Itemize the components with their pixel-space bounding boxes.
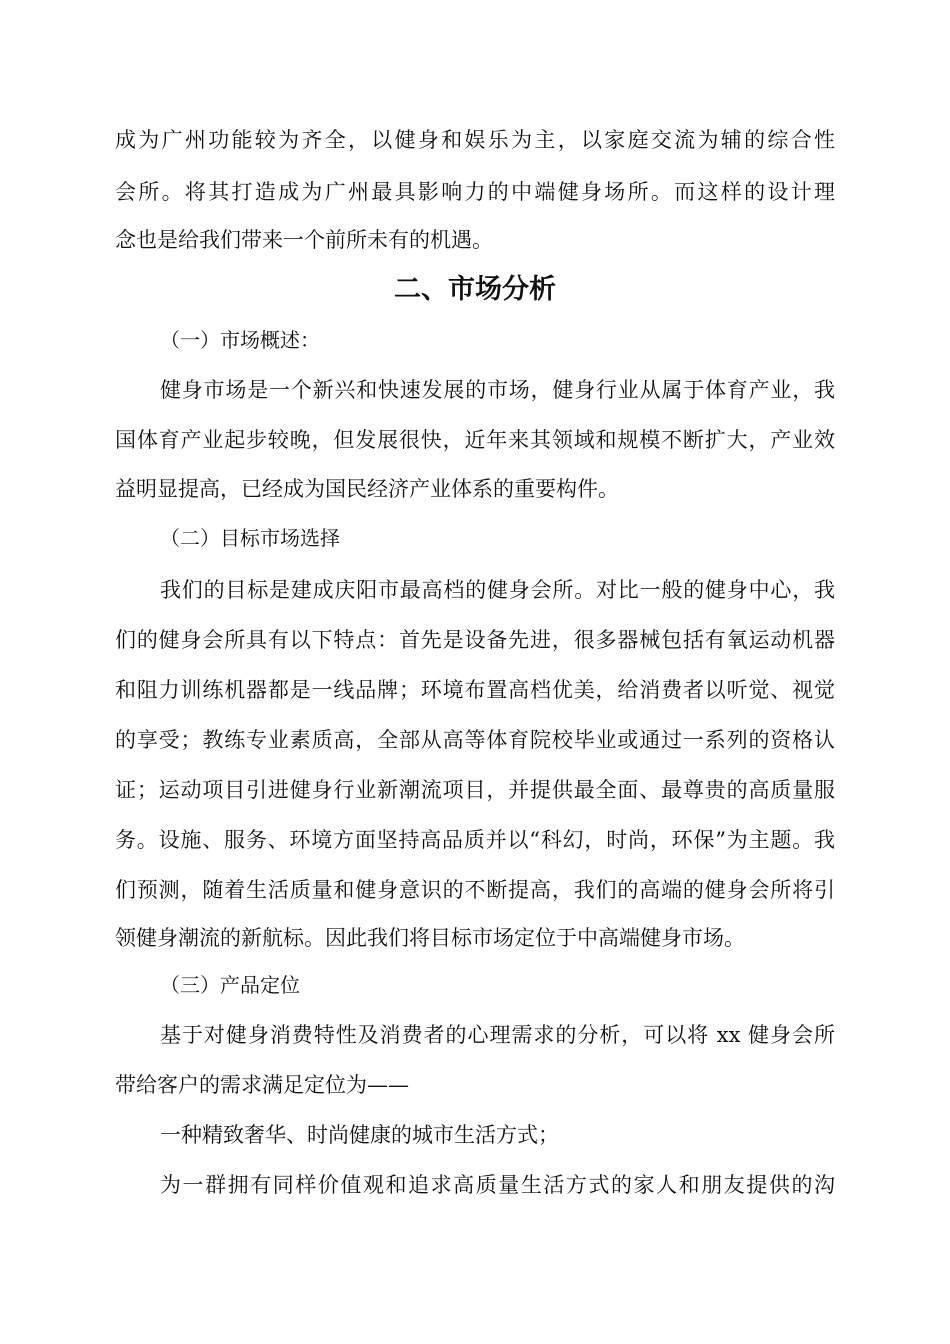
paragraph-line: 领健身潮流的新航标。因此我们将目标市场定位于中高端健身市场。 — [115, 926, 745, 950]
subsection-title: （三）产品定位 — [160, 973, 300, 997]
paragraph-line: 基于对健身消费特性及消费者的心理需求的分析，可以将 xx 健身会所 — [160, 1023, 835, 1047]
paragraph-line: 会所。将其打造成为广州最具影响力的中端健身场所。而这样的设计理 — [115, 180, 835, 204]
paragraph-line: 国体育产业起步较晚，但发展很快，近年来其领域和规模不断扩大，产业效 — [115, 428, 835, 452]
paragraph-line: 益明显提高，已经成为国民经济产业体系的重要构件。 — [115, 477, 619, 501]
paragraph-line: 念也是给我们带来一个前所未有的机遇。 — [115, 228, 493, 252]
paragraph-line: 成为广州功能较为齐全，以健身和娱乐为主，以家庭交流为辅的综合性 — [115, 128, 835, 152]
paragraph-line: 为一群拥有同样价值观和追求高质量生活方式的家人和朋友提供的沟 — [160, 1173, 835, 1197]
paragraph-line: 健身市场是一个新兴和快速发展的市场，健身行业从属于体育产业，我 — [160, 378, 835, 402]
paragraph-line: 的享受；教练专业素质高，全部从高等体育院校毕业或通过一系列的资格认 — [115, 728, 835, 752]
paragraph-line: 务。设施、服务、环境方面坚持高品质并以“科幻，时尚，环保”为主题。我 — [115, 828, 835, 852]
section-heading: 二、市场分析 — [394, 274, 556, 305]
paragraph-line: 一种精致奢华、时尚健康的城市生活方式； — [160, 1123, 559, 1147]
paragraph-line: 证；运动项目引进健身行业新潮流项目，并提供最全面、最尊贵的高质量服 — [115, 778, 835, 802]
paragraph-line: 们的健身会所具有以下特点：首先是设备先进，很多器械包括有氧运动机器 — [115, 628, 835, 652]
paragraph-line: 们预测，随着生活质量和健身意识的不断提高，我们的高端的健身会所将引 — [115, 878, 835, 902]
paragraph-line: 带给客户的需求满足定位为—— — [115, 1073, 409, 1097]
subsection-title: （二）目标市场选择 — [160, 526, 340, 550]
paragraph-line: 和阻力训练机器都是一线品牌；环境布置高档优美，给消费者以听觉、视觉 — [115, 678, 835, 702]
paragraph-line: 我们的目标是建成庆阳市最高档的健身会所。对比一般的健身中心，我 — [160, 578, 835, 602]
subsection-title: （一）市场概述： — [160, 328, 320, 352]
